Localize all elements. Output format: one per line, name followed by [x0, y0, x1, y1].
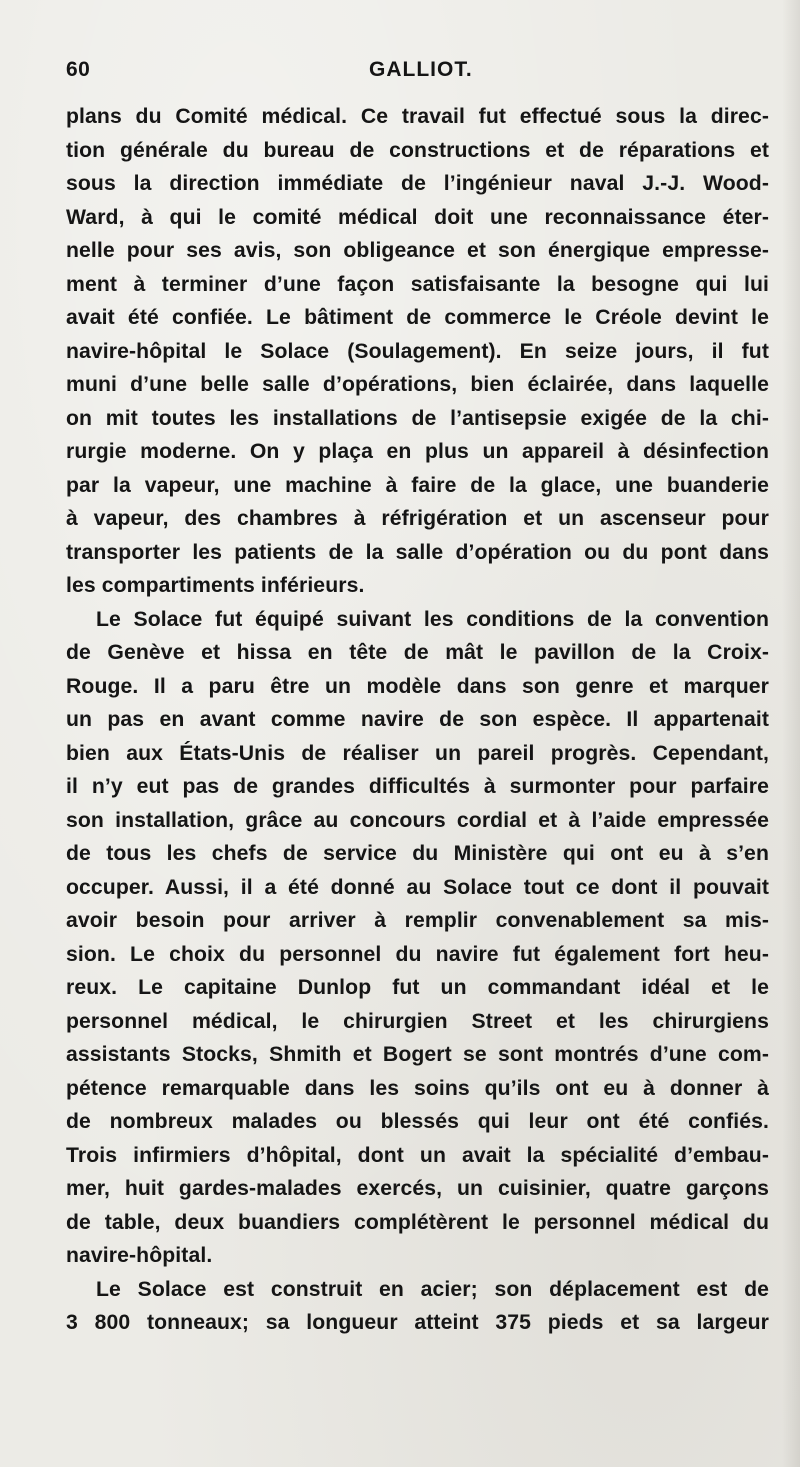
text-line: pétence remarquable dans les soins qu’ils ont eu à donner à	[66, 1076, 769, 1100]
running-title: GALLIOT.	[369, 58, 473, 81]
text-line: Le Solace fut équipé suivant les conditions de la convention	[96, 607, 769, 631]
text-line: Trois infirmiers d’hôpital, dont un avait la spécialité d’embau-	[66, 1143, 769, 1167]
text-line: mer, huit gardes-malades exercés, un cuisinier, quatre garçons	[66, 1177, 769, 1200]
text-line: Ward, à qui le comité médical doit une reconnaissance éter-	[66, 205, 769, 229]
text-line: sion. Le choix du personnel du navire fut également fort heu-	[66, 942, 769, 966]
text-line: avait été confiée. Le bâtiment de commerce le Créole devint le	[66, 306, 769, 329]
text-line: plans du Comité médical. Ce travail fut effectué sous la direc-	[66, 105, 769, 128]
page-edge-shadow	[782, 0, 800, 1467]
text-line: reux. Le capitaine Dunlop fut un commandant idéal et le	[66, 976, 769, 999]
text-line: Rouge. Il a paru être un modèle dans son genre et marquer	[66, 674, 769, 698]
text-line: il n’y eut pas de grandes difficultés à surmonter pour parfaire	[66, 775, 769, 798]
text-line: 3 800 tonneaux; sa longueur atteint 375 pieds et sa largeur	[66, 1311, 769, 1334]
text-line: assistants Stocks, Shmith et Bogert se sont montrés d’une com-	[66, 1043, 769, 1066]
text-line: occuper. Aussi, il a été donné au Solace tout ce dont il pouvait	[66, 875, 769, 899]
text-line: transporter les patients de la salle d’opération ou du pont dans	[66, 540, 769, 564]
text-line: nelle pour ses avis, son obligeance et son énergique empresse-	[66, 239, 769, 262]
text-line: de nombreux malades ou blessés qui leur ont été confiés.	[66, 1110, 769, 1133]
text-line: bien aux États-Unis de réaliser un pareil progrès. Cependant,	[66, 741, 769, 765]
page-header	[66, 58, 760, 92]
text-line: sous la direction immédiate de l’ingénieur naval J.-J. Wood-	[66, 172, 769, 195]
text-line: de Genève et hissa en tête de mât le pavillon de la Croix-	[66, 641, 769, 664]
text-line: on mit toutes les installations de l’antisepsie exigée de la chi-	[66, 406, 769, 430]
text-line: avoir besoin pour arriver à remplir convenablement sa mis-	[66, 909, 769, 932]
text-line: un pas en avant comme navire de son espèce. Il appartenait	[66, 708, 769, 731]
text-line: personnel médical, le chirurgien Street et les chirurgiens	[66, 1009, 769, 1033]
text-line: Le Solace est construit en acier; son déplacement est de	[96, 1277, 769, 1301]
text-line: navire-hôpital le Solace (Soulagement). En seize jours, il fut	[66, 339, 769, 363]
text-line: les compartiments inférieurs.	[66, 574, 365, 597]
text-line: navire-hôpital.	[66, 1244, 213, 1267]
text-line: à vapeur, des chambres à réfrigération et un ascenseur pour	[66, 507, 769, 530]
text-line: muni d’une belle salle d’opérations, bien éclairée, dans laquelle	[66, 373, 769, 396]
text-line: ment à terminer d’une façon satisfaisante la besogne qui lui	[66, 272, 769, 296]
body-text	[66, 100, 769, 1340]
text-line: son installation, grâce au concours cordial et à l’aide empressée	[66, 808, 769, 832]
text-line: par la vapeur, une machine à faire de la glace, une buanderie	[66, 473, 769, 497]
text-line: tion générale du bureau de constructions et de réparations et	[66, 138, 769, 162]
text-line: de tous les chefs de service du Ministère qui ont eu à s’en	[66, 842, 769, 865]
text-line: de table, deux buandiers complétèrent le personnel médical du	[66, 1210, 769, 1234]
page-number: 60	[66, 58, 91, 81]
text-line: rurgie moderne. On y plaça en plus un appareil à désinfection	[66, 440, 769, 463]
